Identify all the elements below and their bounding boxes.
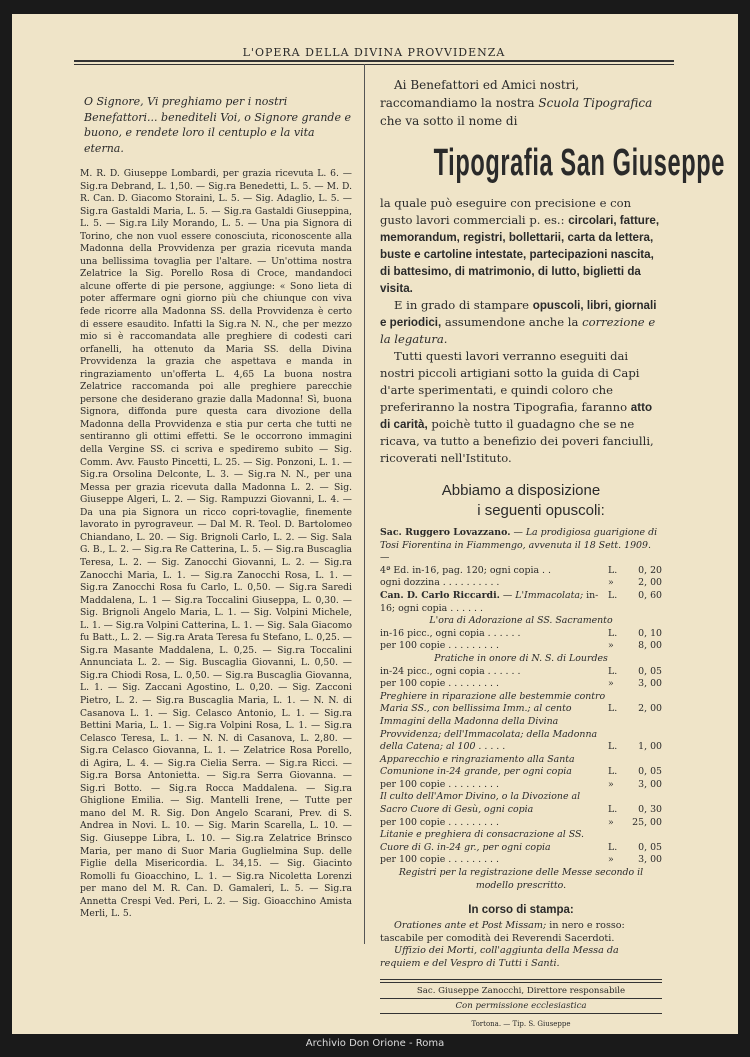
list-item: Registri per la registrazione delle Messe secondo il modello prescritto.	[398, 867, 644, 891]
list-item: Il culto dell'Amor Divino, o la Divozione al Sacro Cuore di Gesù, ogni copia L. 0, 30	[380, 791, 662, 816]
director-line: Sac. Giuseppe Zanocchi, Direttore responsabile	[416, 985, 626, 996]
page-header: L'OPERA DELLA DIVINA PROVVIDENZA	[242, 46, 506, 59]
opuscoli-list	[380, 527, 662, 892]
price-row: in-16 picc., ogni copia . . . . . . L. 0, 10	[380, 627, 662, 639]
left-column	[80, 94, 352, 921]
price-row: 4ª Ed. in-16, pag. 120; ogni copia . . L. 0, 20	[380, 564, 662, 576]
opuscoli-heading: Abbiamo a disposizione i seguenti opuscoli:	[441, 482, 605, 519]
permission-line: Con permissione ecclesiastica	[455, 1000, 587, 1011]
footer-rule-mid	[380, 998, 662, 999]
list-item: Apparecchio e ringraziamento alla Santa Comunione in-24 grande, per ogni copia L. 0, 05	[380, 753, 662, 778]
document-page	[12, 14, 738, 1034]
list-item: Sac. Ruggero Lovazzano. — La prodigiosa guarigione di Tosi Fiorentina in Fiammengo, avvenuta il 18 Sett. 1909. —	[380, 527, 658, 564]
archive-caption: Archivio Don Orione - Roma	[305, 1038, 445, 1049]
footer-rule-bottom	[380, 1013, 662, 1014]
price-row: ogni dozzina . . . . . . . . . . » 2, 00	[380, 577, 662, 589]
price-row: per 100 copie . . . . . . . . . » 3, 00	[380, 778, 662, 790]
header-rule-thin	[74, 64, 674, 65]
stampa-paragraph: E in grado di stampare opuscoli, libri, giornali e periodici, assumendone anche la correzione e la legatura.	[380, 298, 657, 346]
footer-rule-thin	[380, 982, 662, 983]
price-row: per 100 copie . . . . . . . . . » 25, 00	[380, 816, 662, 828]
donor-paragraph: M. R. D. Giuseppe Lombardi, per grazia ricevuta L. 6. — Sig.ra Debrand, L. 1,50. — Sig.ra Benedetti, L. 5. — M. D. R. Can. D. Giacomo Storaini, L. 5. — Sig. Adaglio, L. 5. — Sig.ra Gastaldi Maria, L. 5. — Sig.ra Gastaldi Giuseppina, L. 5. — Sig.ra Lily Morando, L. 5. — Una pia Signora di Torino, che non vuol essere conosciuta, riconoscente alla Madonna della Provvidenza per grazia ricevuta manda una bellissima tovaglia per l'altare. — Un'ottima nostra Zelatrice la Sig. Porello Rosa di Croce, mandandoci alcune offerte di pie persone, aggiunge: « Sono lieta di poter affermare ogni giorno più che chiunque con viva fede ricorre alla Madonna SS. della Provvidenza è certo di essere esaudito. Infatti la Sig.ra N. N., che per mezzo mio si è raccomandata alle preghiere di codesti cari orfanelli, ha ottenuto da Maria SS. della Divina Provvidenza la grazia che aspettava e manda in ringraziamento un'offerta L. 4,65 La buona nostra Zelatrice raccomanda poi alle preghiere parecchie persone che desiderano grazie dalla Madonna! Sì, buona Signora, diffonda pure questa cara divozione della Madonna della Provvidenza e stia pur certa che tutti ne sentiranno gli ottimi effetti. Se le occorrono immagini della Vergine SS. ci scriva e spediremo subito — Sig. Comm. Avv. Fausto Pincetti, L. 25. — Sig. Ponzoni, L. 1. — Sig.ra Orsolina Delconte, L. 3. — Sig.ra N. N., per una Messa per grazia ricevuta dalla Madonna L. 2. — Sig. Giuseppe Algeri, L. 2. — Sig. Rampuzzi Giovanni, L. 4. — Da una pia Signora un ricco copri-tovaglie, finemente lavorato in pyrograveur. — Dal M. R. Teol. D. Bartolomeo Chiandano, L. 20. — Sig. Brignoli Carlo, L. 2. — Sig. Sala G. B., L. 2. — Sig.ra Re Catterina, L. 5. — Sig.ra Buscaglia Teresa, L. 2. — Sig. Zanocchi Giovanni, L. 2. — Sig.ra Zanocchi Maria, L. 1. — Sig.ra Zanocchi Rosa, L. 1. — Sig.ra Zanocchi Rosa fu Carlo, L. 0,50. — Sig.ra Saredi Maddalena, L. 1 — Sig.ra Toccalini Giuseppa, L. 0,30. — Sig. Brignoli Angelo Maria, L. 1. — Sig. Volpini Michele, L. 1. — Sig.ra Volpini Catterina, L. 1. — Sig. Sala Giacomo fu Batt., L. 2. — Sig.ra Arata Teresa fu Stefano, L. 0,25. — Sig.ra Masante Maddalena, L. 0,25. — Sig.ra Toccalini Annunciata L. 2. — Sig. Buscaglia Giovanni, L. 0,50. — Sig.ra Chiodi Rosa, L. 0,50. — Sig.ra Buscaglia Giovanna, L. 1. — Sig. Zaccani Agostino, L. 0,20. — Sig. Zacconi Pietro, L. 2. — Sig.ra Buscaglia Maria, L. 1. — N. N. di Casanova L. 1. — Sig. Celasco Antonio, L. 1. — Sig.ra Bettini Maria, L. 1. — Sig.ra Volpini Rosa, L. 1. — Sig.ra Celasco Teresa, L. 1. — N. N. di Casanova, L. 2,80. — Sig.ra Celasco Giovanna, L. 1. — Zelatrice Rosa Porello, di Agira, L. 4. — Sig.ra Cielia Serra. — Sig.ra Ricci. — Sig.ra Borsa Antonietta. — Sig.ra Serra Giovanna. — Sig.ri Botto. — Sig.ra Rocca Maddalena. — Sig.ra Ghiglione Emilia. — Sig. Mantelli Irene, — Tutte per mano del M. R. Sig. Don Angelo Scarani, Prev. di S. Andrea in Novi. L. 10. — Sig. Marin Scarella, L. 10. — Sig. Giuseppe Libra, L. 10. — Sig.ra Zelatrice Brinsco Maria, per mano di Suor Maria Guglielmina Sup. delle Figlie della Misericordia. L. 34,15. — Sig. Giacinto Romolli fu Gioacchino, L. 1. — Sig.ra Nicoletta Lorenzi per mano del M. R. Can. D. Gamaleri, L. 5. — Sig.ra Annetta Crespi Ved. Peri, L. 2. — Sig. Gioacchino Amista Merli, L. 5.	[80, 168, 352, 920]
price-row: per 100 copie . . . . . . . . . » 8, 00	[380, 640, 662, 652]
list-item: Immagini della Madonna della Divina Provvidenza; dell'Immacolata; della Madonna della Catena; al 100 . . . . . L. 1, 00	[380, 715, 662, 753]
lavori-paragraph: Tutti questi lavori verranno eseguiti dai nostri piccoli artigiani sotto la guida di Capi d'arte sperimentati, e quindi coloro che preferiranno la nostra Tipografia, faranno atto di carità, poichè tutto il guadagno che se ne ricava, va tutto a benefizio dei poveri fanciulli, ricoverati nell'Istituto.	[380, 349, 654, 465]
tipografia-title: Tipografia San Giuseppe	[433, 142, 725, 184]
list-item: Litanie e preghiera di consacrazione al SS. Cuore di G. in-24 gr., per ogni copia L. 0, 05	[380, 829, 662, 853]
right-column	[380, 76, 725, 1028]
price-row: in-24 picc., ogni copia . . . . . . L. 0, 05	[380, 665, 662, 677]
list-item: Pratiche in onore di N. S. di Lourdes	[434, 652, 608, 664]
list-item: Can. D. Carlo Riccardi. — L'Immacolata; in-16; ogni copia . . . . . . L. 0, 60	[380, 589, 662, 614]
list-item: L'ora di Adorazione al SS. Sacramento	[429, 615, 613, 627]
in-corso-heading: In corso di stampa:	[468, 904, 574, 917]
prayer-text: O Signore, Vi preghiamo per i nostri Benefattori... benediteli Voi, o Signore grande e buono, e rendete loro il centuplo e la vita eterna.	[84, 95, 351, 155]
donor-list	[80, 168, 352, 921]
price-row: per 100 copie . . . . . . . . . » 3, 00	[380, 678, 662, 690]
services-paragraph: la quale può eseguire con precisione e con gusto lavori commerciali p. es.: circolari, fatture, memorandum, registri, bollettarii, carta da lettera, buste e cartoline intestate, partecipazioni nascita, di battesimo, di matrimonio, di lutto, biglietti da visita.	[380, 196, 660, 295]
list-item: Preghiere in riparazione alle bestemmie contro Maria SS., con bellissima Imm.; al cento L. 2, 00	[380, 690, 662, 715]
header-rule	[74, 60, 674, 62]
footer-rule	[380, 979, 662, 980]
printer-line: Tortona. — Tip. S. Giuseppe	[471, 1019, 571, 1028]
in-corso-text: Orationes ante et Post Missam; in nero e rosso: tascabile per comodità dei Reverendi Sacerdoti. Uffizio dei Morti, coll'aggiunta della Messa da requiem e del Vespro di Tutti i Santi.	[380, 920, 625, 969]
price-row: per 100 copie . . . . . . . . . » 3, 00	[380, 854, 662, 866]
intro-paragraph: Ai Benefattori ed Amici nostri, raccomandiamo la nostra Scuola Tipografica che va sotto il nome di	[380, 78, 653, 128]
column-divider	[364, 64, 365, 944]
